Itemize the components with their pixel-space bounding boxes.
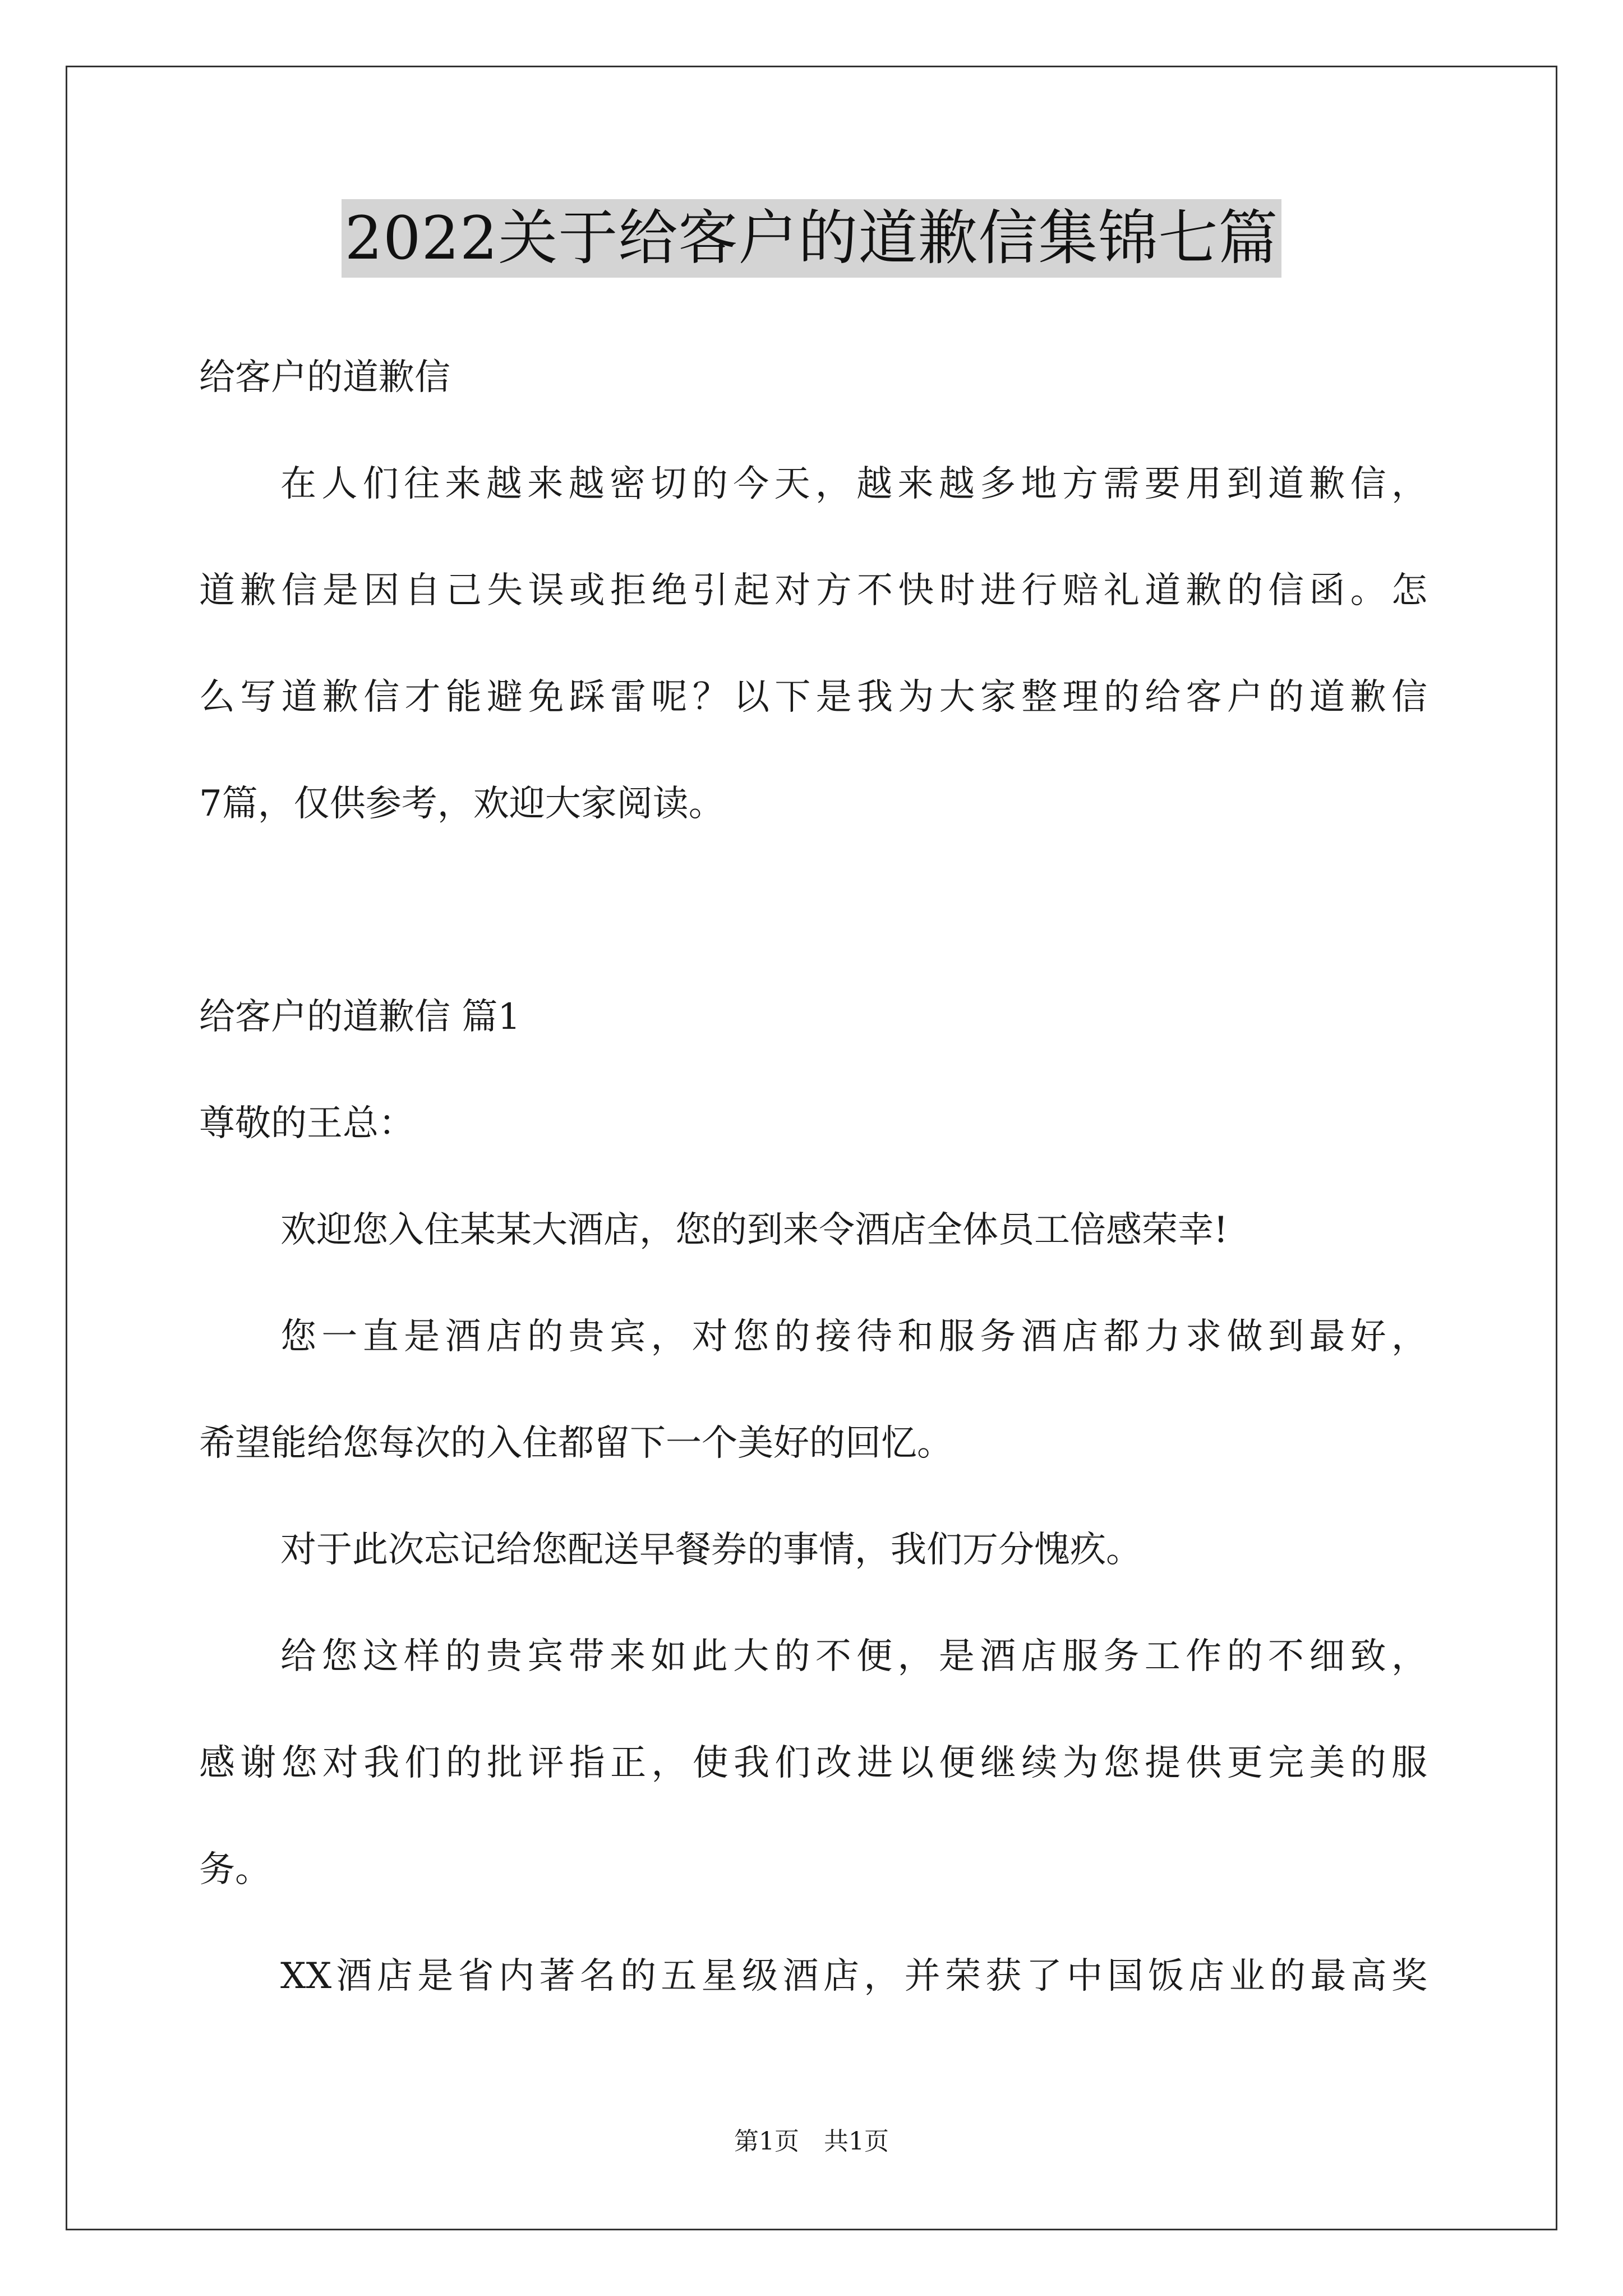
title-container: [0, 199, 1623, 278]
body-line-4: 对于此次忘记给您配送早餐券的事情，我们万分愧疚。: [280, 1529, 1142, 1571]
intro-line-3: 么写道歉信才能避免踩雷呢？以下是我为大家整理的给客户的道歉信: [199, 677, 1427, 718]
intro-heading: 给客户的道歉信: [199, 357, 450, 398]
intro-line-2: 道歉信是因自己失误或拒绝引起对方不快时进行赔礼道歉的信函。怎: [199, 570, 1427, 611]
section-heading: 给客户的道歉信 篇1: [199, 996, 521, 1038]
body-line-5: 给您这样的贵宾带来如此大的不便，是酒店服务工作的不细致，: [280, 1636, 1427, 1677]
body-line-3: 希望能给您每次的入住都留下一个美好的回忆。: [199, 1423, 953, 1464]
page-footer: 第1页 共1页: [734, 2127, 889, 2156]
body-line-8: XX酒店是省内著名的五星级酒店，并荣获了中国饭店业的最高奖: [280, 1955, 1427, 1997]
body-line-2: 您一直是酒店的贵宾，对您的接待和服务酒店都力求做到最好，: [280, 1316, 1427, 1358]
body-line-7: 务。: [199, 1849, 271, 1890]
body-line-1: 欢迎您入住某某大酒店，您的到来令酒店全体员工倍感荣幸!: [280, 1209, 1228, 1251]
body-line-6: 感谢您对我们的批评指正，使我们改进以便继续为您提供更完美的服: [199, 1742, 1427, 1784]
intro-line-1: 在人们往来越来越密切的今天，越来越多地方需要用到道歉信，: [280, 463, 1427, 505]
intro-line-4: 7篇，仅供参考，欢迎大家阅读。: [199, 783, 725, 825]
document-title: 2022关于给客户的道歉信集锦七篇: [342, 199, 1282, 278]
salutation: 尊敬的王总：: [199, 1103, 414, 1144]
